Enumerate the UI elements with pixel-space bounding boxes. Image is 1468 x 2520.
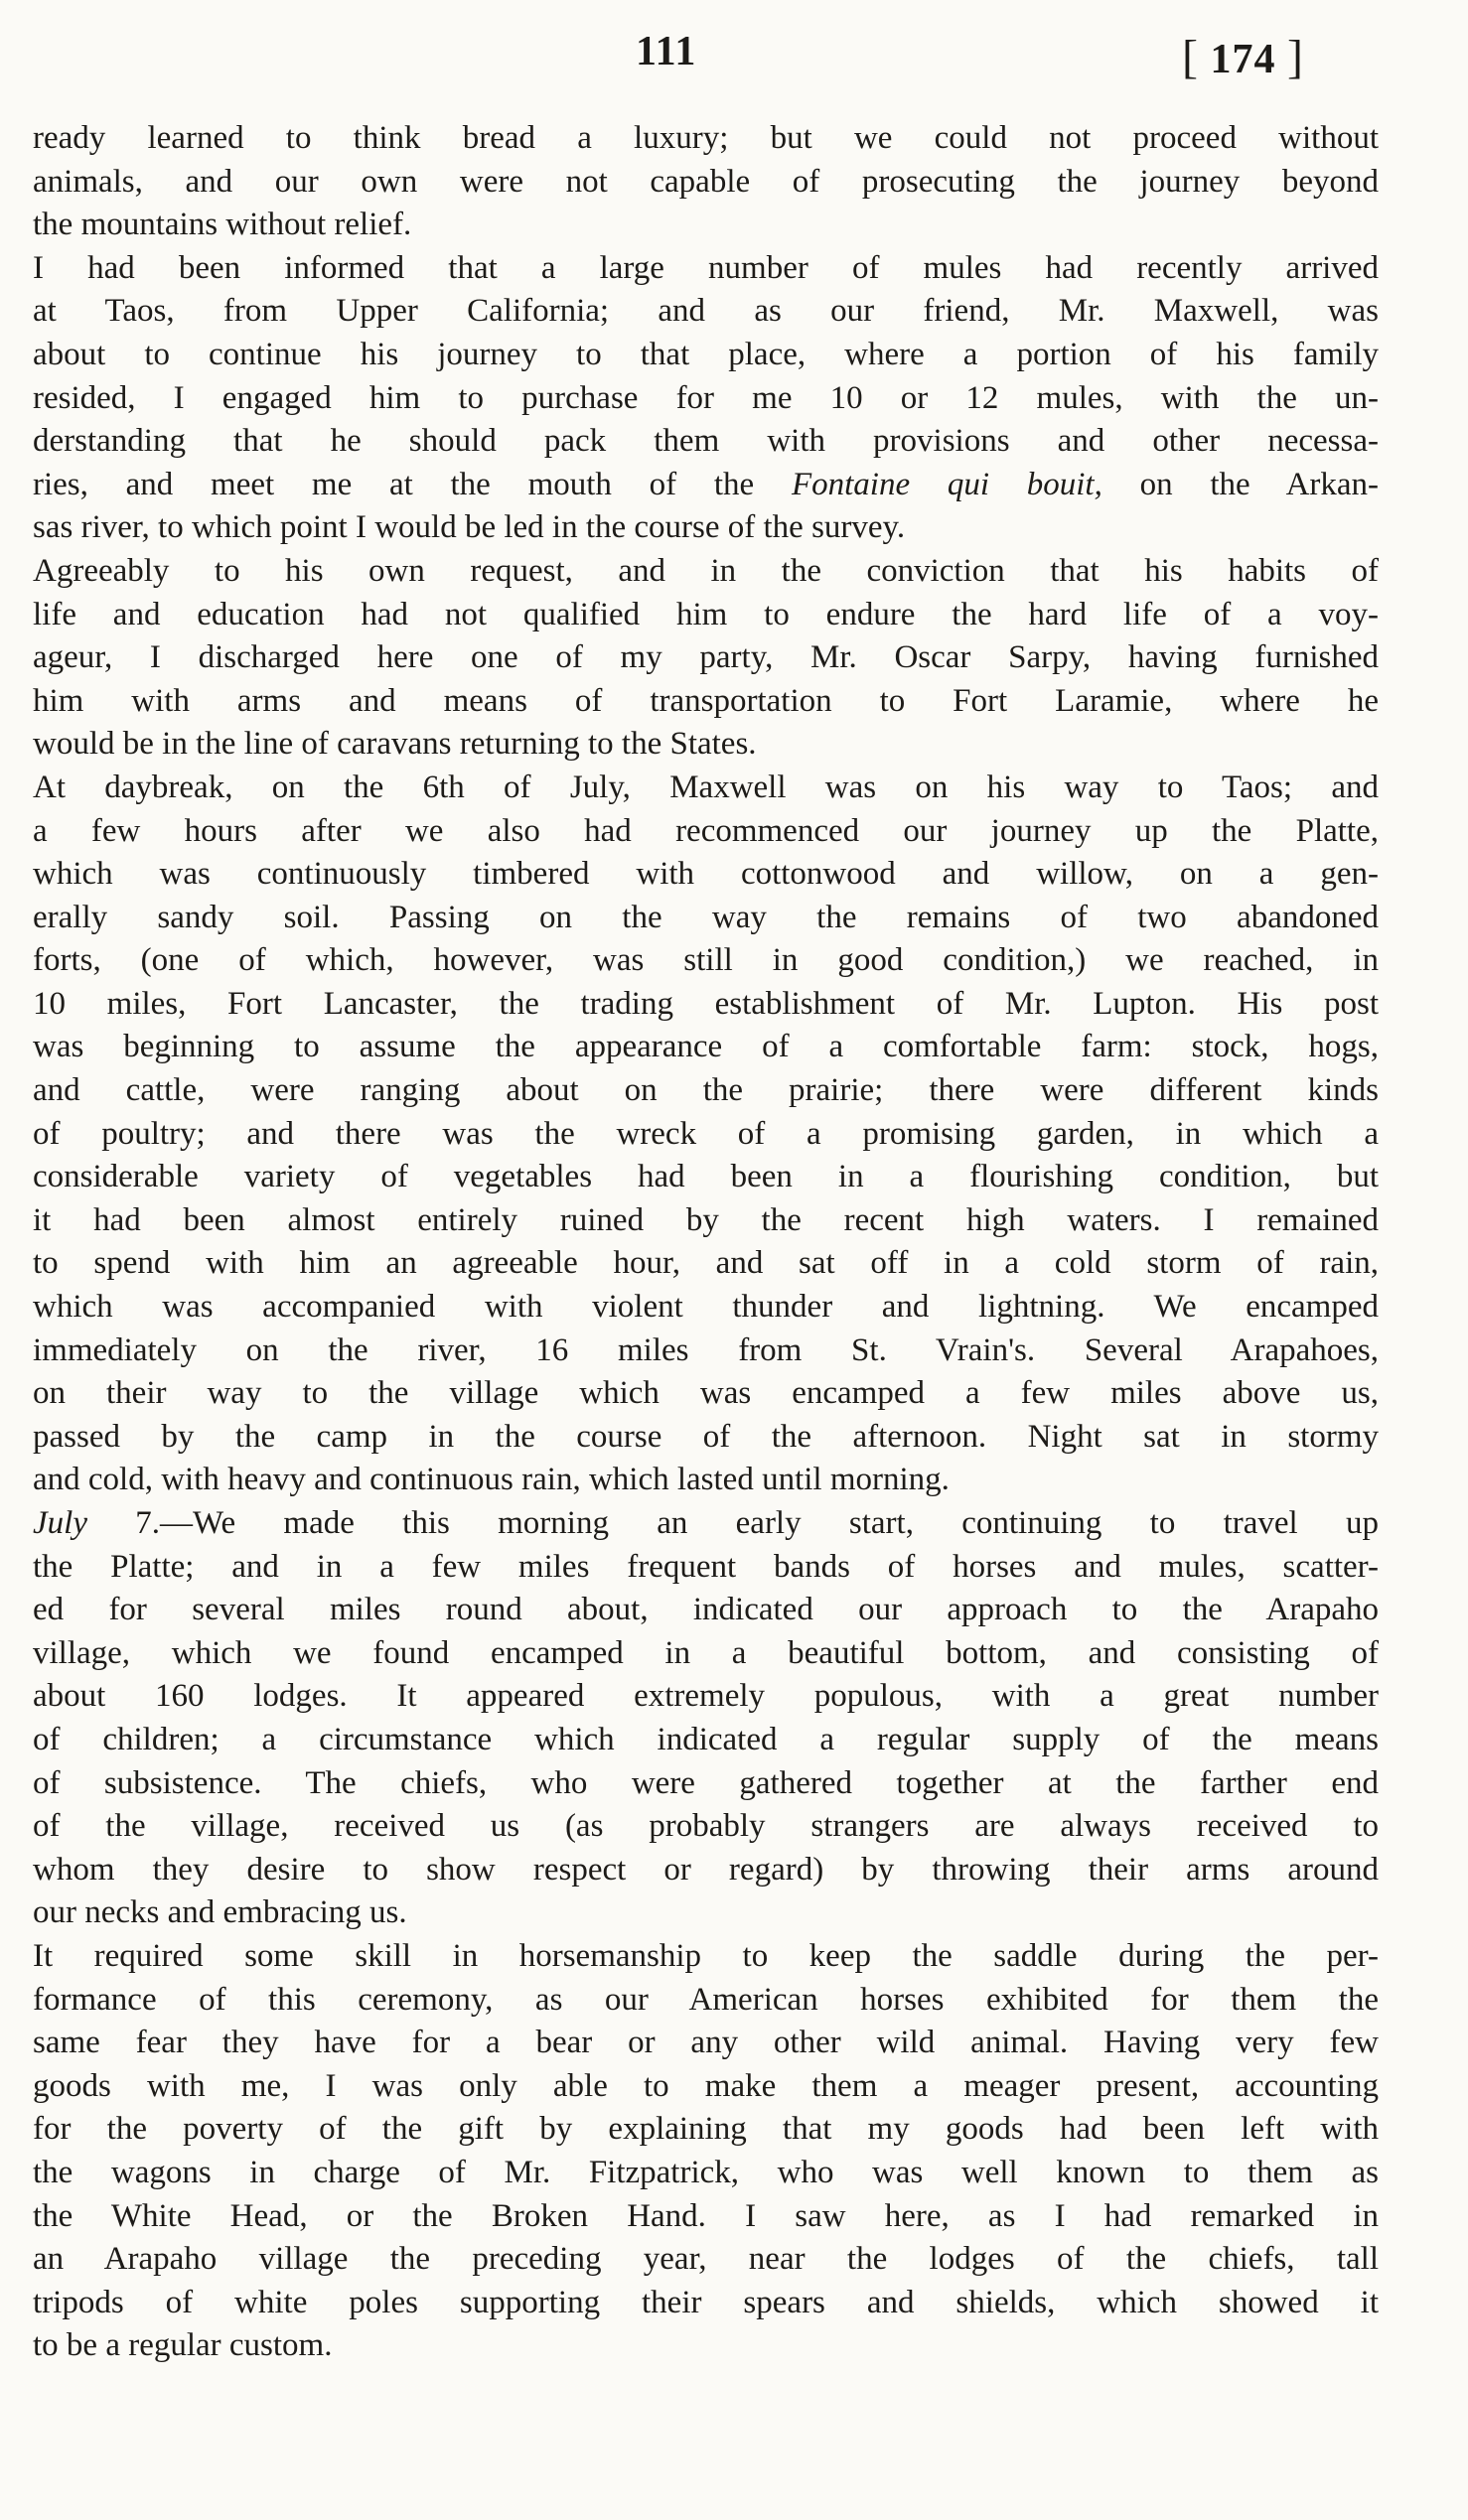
text-line xyxy=(33,853,1379,897)
text-line xyxy=(33,1546,1379,1590)
line-text: of children; a circumstance which indicated a regular supply of the means xyxy=(33,1721,1379,1757)
text-line xyxy=(33,2324,1379,2368)
italic-text: Fontaine qui bouit, xyxy=(791,466,1102,502)
line-text: was beginning to assume the appearance of a comfortable farm: stock, hogs, xyxy=(33,1029,1379,1065)
text-line xyxy=(33,897,1379,940)
line-text: of poultry; and there was the wreck of a promising garden, in which a xyxy=(33,1115,1379,1152)
line-text: to spend with him an agreeable hour, and sat off in a cold storm of rain, xyxy=(33,1245,1379,1282)
text-line xyxy=(33,161,1379,205)
line-text: goods with me, I was only able to make them a meager present, accounting xyxy=(33,2067,1379,2104)
line-text: sas river, to which point I would be led in the course of the survey. xyxy=(33,509,906,546)
text-line xyxy=(33,1069,1379,1113)
text-line xyxy=(33,2152,1379,2195)
text-line xyxy=(33,1199,1379,1243)
line-text: ed for several miles round about, indicated our approach to the Arapaho xyxy=(33,1592,1379,1628)
line-text: life and education had not qualified him to endure the hard life of a voy- xyxy=(33,596,1379,632)
original-page-number: 174 xyxy=(1210,37,1276,82)
bracketed-page-number xyxy=(1182,30,1304,84)
line-text: Agreeably to his own request, and in the conviction that his habits of xyxy=(33,552,1379,589)
line-text: an Arapaho village the preceding year, near the lodges of the chiefs, tall xyxy=(33,2241,1379,2278)
line-text-continued: on the Arkan- xyxy=(1139,466,1380,502)
text-line xyxy=(33,1805,1379,1849)
line-text: animals, and our own were not capable of prosecuting the journey beyond xyxy=(33,163,1379,200)
line-text: of subsistence. The chiefs, who were gathered together at the farther end xyxy=(33,1764,1379,1801)
text-line xyxy=(33,810,1379,854)
line-text: ready learned to think bread a luxury; but we could not proceed without xyxy=(33,120,1379,156)
line-text: whom they desire to show respect or regard) by throwing their arms around xyxy=(33,1851,1379,1888)
text-line xyxy=(33,1935,1379,1979)
text-line xyxy=(33,1762,1379,1806)
line-text: which was continuously timbered with cottonwood and willow, on a gen- xyxy=(33,856,1379,893)
line-text: on their way to the village which was encamped a few miles above us, xyxy=(33,1375,1379,1412)
text-line xyxy=(33,506,1379,550)
line-text: immediately on the river, 16 miles from St. Vrain's. Several Arapahoes, xyxy=(33,1331,1379,1368)
text-line xyxy=(33,1979,1379,2023)
line-text: forts, (one of which, however, was still in good condition,) we reached, in xyxy=(33,942,1379,979)
italic-text: July xyxy=(33,1505,87,1541)
text-line xyxy=(33,247,1379,291)
text-line xyxy=(33,2195,1379,2239)
text-line xyxy=(33,680,1379,724)
text-line xyxy=(33,1459,1379,1502)
text-line xyxy=(33,2108,1379,2152)
text-line xyxy=(33,1849,1379,1892)
text-line xyxy=(33,2282,1379,2325)
line-text: the wagons in charge of Mr. Fitzpatrick, who was well known to them as xyxy=(33,2154,1379,2190)
line-text: of the village, received us (as probably strangers are always received to xyxy=(33,1808,1379,1845)
text-line xyxy=(33,420,1379,464)
line-text: for the poverty of the gift by explaining that my goods had been left with xyxy=(33,2111,1379,2148)
text-line xyxy=(33,334,1379,377)
text-line xyxy=(33,1675,1379,1719)
line-text: a few hours after we also had recommenced our journey up the Platte, xyxy=(33,812,1379,849)
line-text: the mountains without relief. xyxy=(33,207,412,243)
text-line xyxy=(33,1589,1379,1632)
line-text: and cold, with heavy and continuous rain, which lasted until morning. xyxy=(33,1462,950,1498)
bracket-close: ] xyxy=(1286,31,1304,83)
line-text: village, which we found encamped in a beautiful bottom, and consisting of xyxy=(33,1634,1379,1671)
body-text xyxy=(33,117,1379,2368)
line-text: considerable variety of vegetables had been in a flourishing condition, but xyxy=(33,1159,1379,1195)
text-line xyxy=(33,290,1379,334)
line-text: I had been informed that a large number of mules had recently arrived xyxy=(33,249,1379,286)
text-line xyxy=(33,2022,1379,2065)
text-line xyxy=(33,1113,1379,1157)
line-text: which was accompanied with violent thunder and lightning. We encamped xyxy=(33,1289,1379,1326)
line-text: resided, I engaged him to purchase for me 10 or 12 mules, with the un- xyxy=(33,379,1379,416)
line-text: him with arms and means of transportation to Fort Laramie, where he xyxy=(33,682,1379,719)
text-line xyxy=(33,117,1379,161)
bracket-open: [ xyxy=(1182,31,1199,83)
text-line xyxy=(33,1416,1379,1460)
text-line xyxy=(33,594,1379,637)
line-text: tripods of white poles supporting their spears and shields, which showed it xyxy=(33,2284,1379,2320)
text-line xyxy=(33,1026,1379,1069)
line-text: It required some skill in horsemanship to keep the saddle during the per- xyxy=(33,1937,1379,1974)
text-line xyxy=(33,2238,1379,2282)
line-text: derstanding that he should pack them with provisions and other necessa- xyxy=(33,423,1379,460)
text-line xyxy=(33,1632,1379,1676)
text-line xyxy=(33,1156,1379,1199)
line-text: about 160 lodges. It appeared extremely populous, with a great number xyxy=(33,1678,1379,1715)
line-text: ries, and meet me at the mouth of the xyxy=(33,466,755,502)
text-line xyxy=(33,1891,1379,1935)
text-line xyxy=(33,377,1379,421)
text-line xyxy=(33,1372,1379,1416)
line-text: passed by the camp in the course of the afternoon. Night sat in stormy xyxy=(33,1418,1379,1455)
text-line xyxy=(33,1242,1379,1286)
page-header xyxy=(0,28,1468,87)
text-line xyxy=(33,1719,1379,1762)
line-text: and cattle, were ranging about on the prairie; there were different kinds xyxy=(33,1072,1379,1109)
text-line xyxy=(33,636,1379,680)
line-text: ageur, I discharged here one of my party, Mr. Oscar Sarpy, having furnished xyxy=(33,639,1379,676)
line-text: erally sandy soil. Passing on the way the remains of two abandoned xyxy=(33,899,1379,935)
text-line xyxy=(33,464,1379,507)
text-line xyxy=(33,939,1379,983)
text-line xyxy=(33,983,1379,1027)
text-line xyxy=(33,723,1379,767)
line-text: At daybreak, on the 6th of July, Maxwell was on his way to Taos; and xyxy=(33,769,1379,805)
text-line xyxy=(33,204,1379,247)
line-text: the White Head, or the Broken Hand. I saw here, as I had remarked in xyxy=(33,2197,1379,2234)
line-text: about to continue his journey to that place, where a portion of his family xyxy=(33,336,1379,372)
line-text: formance of this ceremony, as our American horses exhibited for them the xyxy=(33,1981,1379,2018)
line-text: to be a regular custom. xyxy=(33,2327,333,2364)
text-line xyxy=(33,767,1379,810)
page-number: 111 xyxy=(636,29,697,74)
line-text: our necks and embracing us. xyxy=(33,1894,407,1931)
line-text: it had been almost entirely ruined by the recent high waters. I remained xyxy=(33,1201,1379,1238)
line-text-continued: 7.—We made this morning an early start, continuing to travel up xyxy=(135,1505,1379,1541)
line-text: the Platte; and in a few miles frequent bands of horses and mules, scatter- xyxy=(33,1548,1379,1585)
line-text: same fear they have for a bear or any other wild animal. Having very few xyxy=(33,2025,1379,2061)
line-text: at Taos, from Upper California; and as our friend, Mr. Maxwell, was xyxy=(33,293,1379,330)
text-line xyxy=(33,2065,1379,2109)
text-line xyxy=(33,1286,1379,1330)
text-line xyxy=(33,550,1379,594)
text-line xyxy=(33,1502,1379,1546)
line-text: would be in the line of caravans returning to the States. xyxy=(33,726,757,763)
text-line xyxy=(33,1330,1379,1373)
line-text: 10 miles, Fort Lancaster, the trading establishment of Mr. Lupton. His post xyxy=(33,985,1379,1022)
